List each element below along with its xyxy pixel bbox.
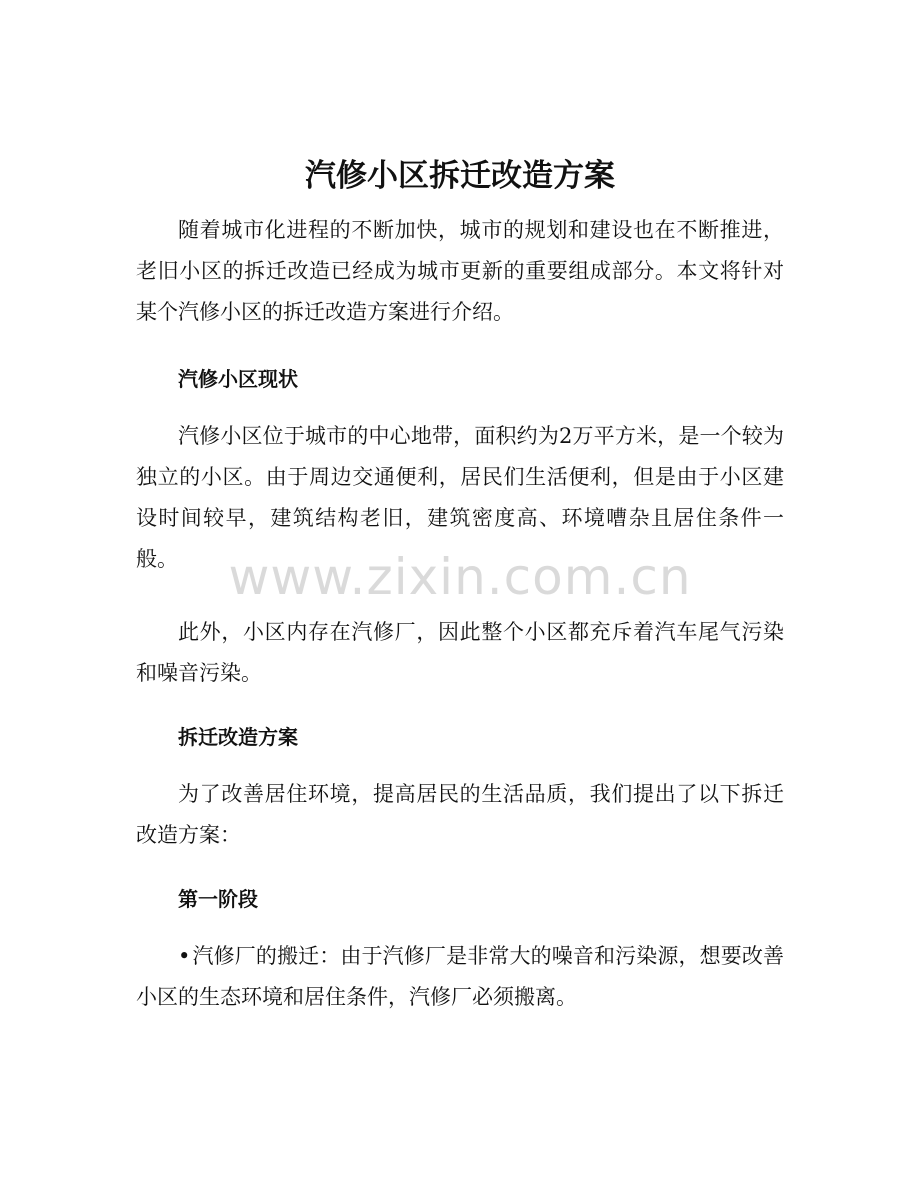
status-paragraph-1: 汽修小区位于城市的中心地带，面积约为2万平方米，是一个较为独立的小区。由于周边交通便利，居民们生活便利，但是由于小区建设时间较早，建筑结构老旧，建筑密度高、环境嘈杂且居住条件一般。 <box>136 424 784 571</box>
intro-paragraph: 随着城市化进程的不断加快，城市的规划和建设也在不断推进，老旧小区的拆迁改造已经成为城市更新的重要组成部分。本文将针对某个汽修小区的拆迁改造方案进行介绍。 <box>136 218 784 324</box>
bullet-dot-icon: • <box>178 944 191 968</box>
document-title: 汽修小区拆迁改造方案 <box>305 158 615 194</box>
section-heading-phase-one: 第一阶段 <box>178 887 258 911</box>
watermark: www.zixin.com.cn <box>228 548 692 606</box>
section-heading-plan: 拆迁改造方案 <box>178 725 298 749</box>
status-paragraph-2: 此外，小区内存在汽修厂，因此整个小区都充斥着汽车尾气污染和噪音污染。 <box>136 620 784 685</box>
plan-paragraph: 为了改善居住环境，提高居民的生活品质，我们提出了以下拆迁改造方案： <box>136 782 784 847</box>
bullet-item <box>136 936 784 1018</box>
section-heading-status: 汽修小区现状 <box>178 367 298 391</box>
bullet-text: 汽修厂的搬迁：由于汽修厂是非常大的噪音和污染源，想要改善小区的生态环境和居住条件，汽修厂必须搬离。 <box>136 944 784 1009</box>
